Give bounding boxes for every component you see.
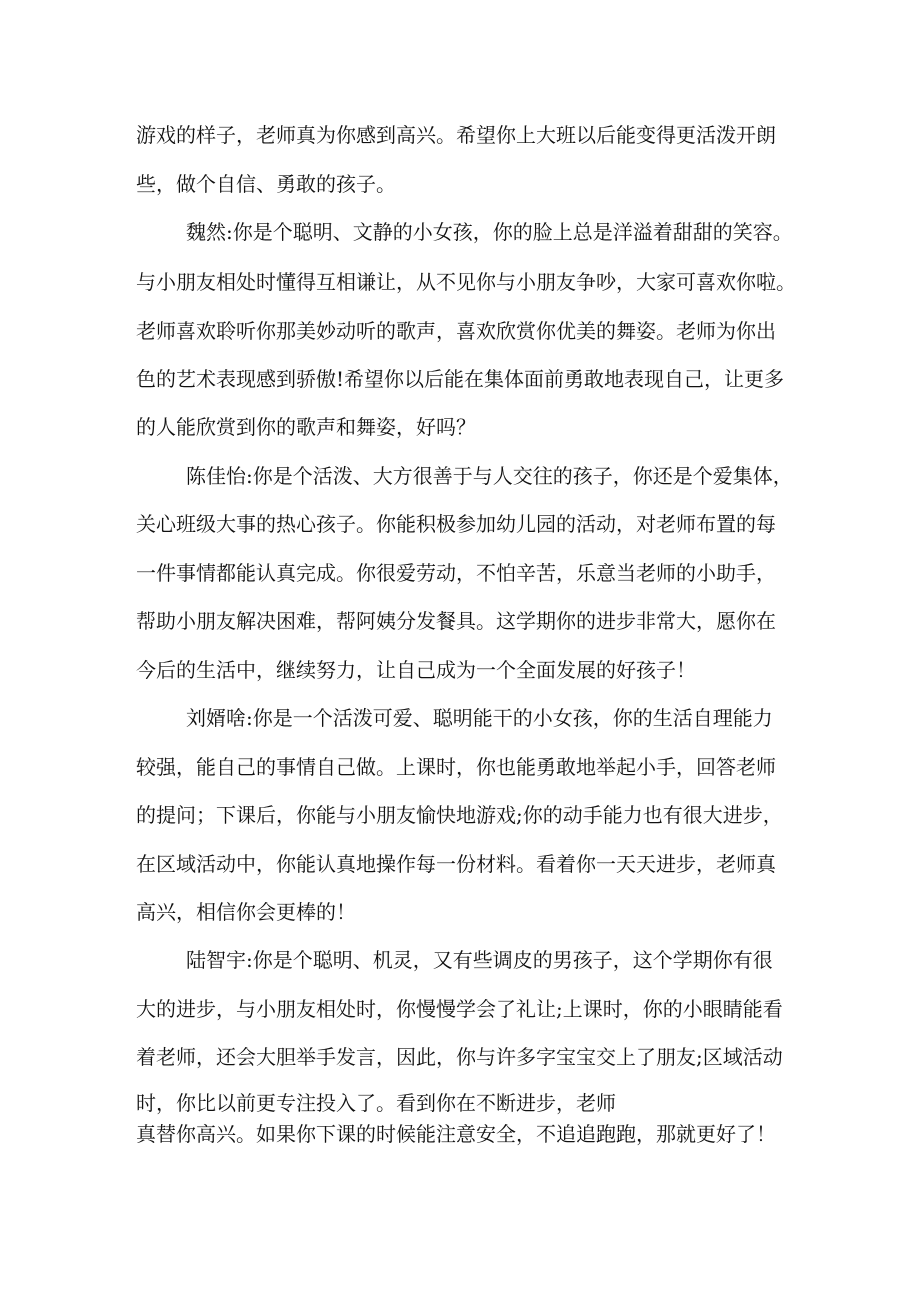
text-line: 色的艺术表现感到骄傲!希望你以后能在集体面前勇敢地表现自己，让更多 (136, 367, 785, 391)
text-line: 时，你比以前更专注投入了。看到你在不断进步，老师 (136, 1091, 616, 1115)
text-line: 陆智宇:你是个聪明、机灵，又有些调皮的男孩子，这个学期你有很 (186, 948, 773, 972)
text-line: 与小朋友相处时懂得互相谦让，从不见你与小朋友争吵，大家可喜欢你啦。 (136, 270, 796, 294)
text-line: 游戏的样子，老师真为你感到高兴。希望你上大班以后能变得更活泼开朗 (136, 123, 776, 147)
text-line: 的人能欣赏到你的歌声和舞姿，好吗？ (136, 415, 476, 439)
text-line: 一件事情都能认真完成。你很爱劳动，不怕辛苦，乐意当老师的小助手， (136, 561, 776, 585)
text-line: 些，做个自信、勇敢的孩子。 (136, 172, 396, 196)
text-line: 高兴，相信你会更棒的！ (136, 900, 356, 924)
text-line: 关心班级大事的热心孩子。你能积极参加幼儿园的活动，对老师布置的每 (136, 512, 776, 536)
text-line: 的提问；下课后，你能与小朋友愉快地游戏;你的动手能力也有很大进步， (136, 803, 783, 827)
text-line: 陈佳怡:你是个活泼、大方很善于与人交往的孩子，你还是个爱集体， (186, 464, 793, 488)
text-line: 帮助小朋友解决困难，帮阿姨分发餐具。这学期你的进步非常大，愿你在 (136, 609, 776, 633)
text-line: 较强，能自己的事情自己做。上课时，你也能勇敢地举起小手，回答老师 (136, 755, 776, 779)
text-line: 魏然:你是个聪明、文静的小女孩，你的脸上总是洋溢着甜甜的笑容。 (186, 220, 793, 244)
text-line: 真替你高兴。如果你下课的时候能注意安全，不追追跑跑，那就更好了！ (136, 1122, 776, 1146)
text-line: 在区域活动中，你能认真地操作每一份材料。看着你一天天进步，老师真 (136, 852, 776, 876)
text-line: 大的进步，与小朋友相处时，你慢慢学会了礼让;上课时，你的小眼睛能看 (136, 997, 783, 1021)
text-line: 刘婿啥:你是一个活泼可爱、聪明能干的小女孩，你的生活自理能力 (186, 706, 773, 730)
text-line: 着老师，还会大胆举手发言，因此，你与许多字宝宝交上了朋友;区域活动 (136, 1045, 783, 1069)
text-line: 老师喜欢聆听你那美妙动听的歌声，喜欢欣赏你优美的舞姿。老师为你出 (136, 319, 776, 343)
text-line: 今后的生活中，继续努力，让自己成为一个全面发展的好孩子！ (136, 658, 696, 682)
